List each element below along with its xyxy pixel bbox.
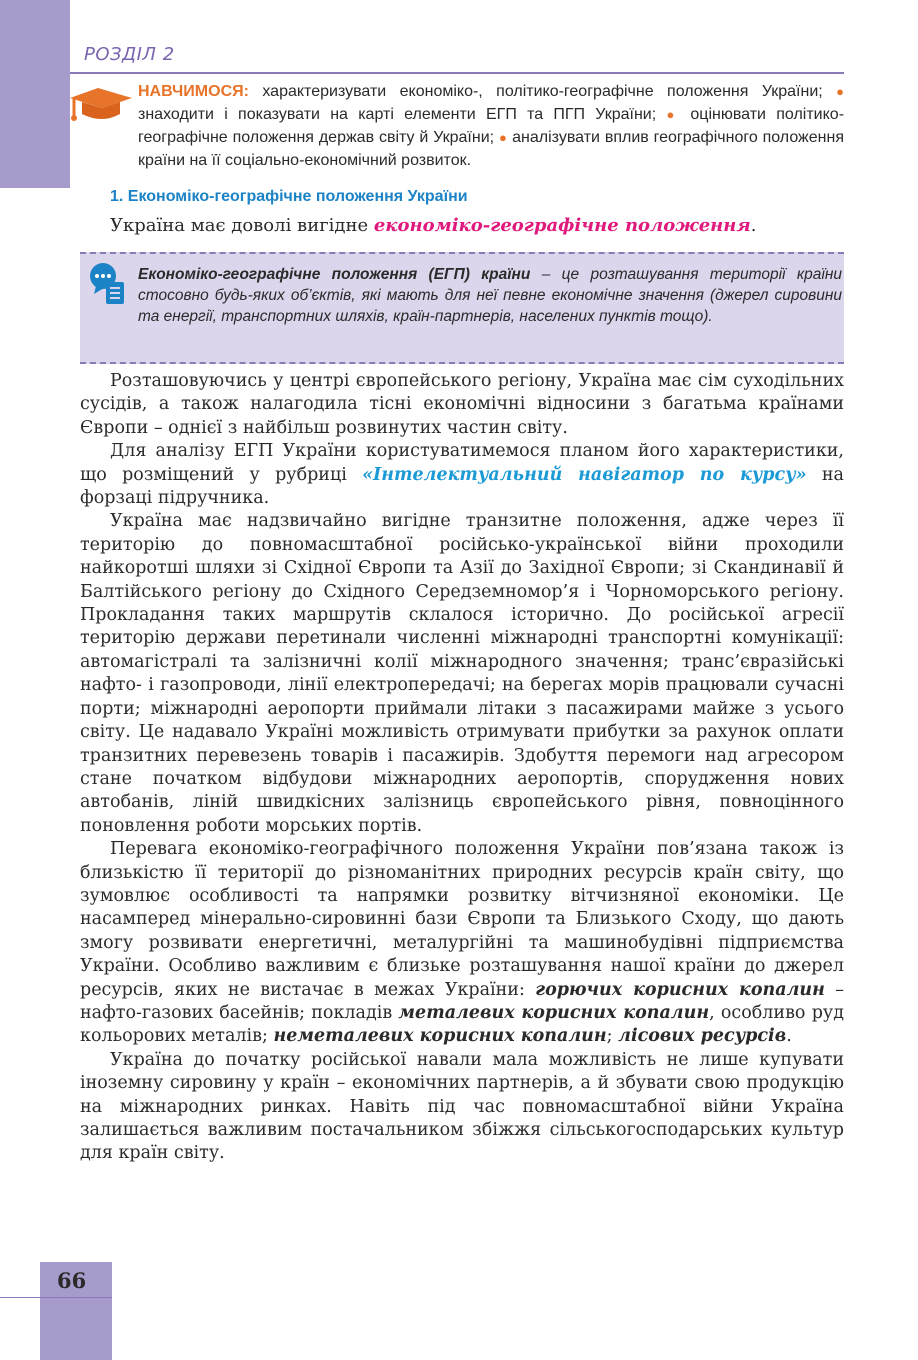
goal-item: характеризувати економіко-, політико-географічне положення України; xyxy=(262,83,823,100)
intro-text-end: . xyxy=(750,215,757,236)
header-rule xyxy=(70,72,844,74)
paragraph-text: – нафто-газових басейнів; покладів xyxy=(80,979,844,1023)
goals-lead: НАВЧИМОСЯ: xyxy=(138,83,249,100)
paragraph-text: Для аналізу ЕГП України користуватимемося планом його характеристики, що розміщений у рубриці xyxy=(80,441,844,485)
goal-item: оцінювати політико-географічне положення держав світу й України; xyxy=(138,106,845,146)
paragraph: Україна має надзвичайно вигідне транзитне положення, адже через її територію до повномасштабної російсько-української війни проходили найкоротші шляхи зі Східної Європи та Азії до Західної Європи; зі Скандинавії й Балтійського регіону до Східного Середземномор’я і Чорноморського регіону. Прокладання таких маршрутів склалося історично. До російської агресії територію держави перетинали численні міжнародні транспортні комунікації: автомагістралі та залізничні колії міжнародного значення; транс’євразійські нафто- і газопроводи, лінії електропередачі; на берегах морів працювали сучасні порти; міжнародні аеропорти приймали літаки з пасажирами майже з усього світу. Це надавало Україні можливість отримувати прибутки за рахунок оплати транзитних перевезень товарів і пасажирів. Здобуття перемоги над агресором стане початком відбудови міжнародних аеропортів, спорудження нових автобанів, ліній швидкісних залізниць європейського рівня, повноцінного поновлення роботи морських портів. xyxy=(80,511,844,836)
graduation-cap-icon xyxy=(68,84,134,124)
page-number: 66 xyxy=(57,1268,87,1293)
key-term: горючих корисних копалин xyxy=(535,979,825,1000)
paragraph-text: на форзаці підручника. xyxy=(80,464,844,509)
paragraph-text: . xyxy=(786,1026,792,1047)
key-term: металевих корисних копалин xyxy=(398,1002,710,1023)
intro-text: Україна має доволі вигідне xyxy=(110,215,374,236)
main-text xyxy=(80,370,844,1166)
key-term: лісових ресурсів xyxy=(618,1026,787,1047)
goal-item: аналізувати вплив географічного положення країни на її соціально-економічний розвиток. xyxy=(138,129,844,169)
paragraph-text: Перевага економіко-географічного положення України пов’язана також із близькістю її території до різноманітних природних ресурсів країн світу, що зумовлює особливості та напрямки розвитку вітчизняної економіки. Це насамперед мінерально-сировинні бази Європи та Близького Сходу, що дають змогу розвивати енергетичні, металургійні та машинобудівні підприємства України. Особливо важливим є близьке розташування нашої країни до джерел ресурсів, яких не вистачає в межах України: xyxy=(80,839,844,1000)
section-label: РОЗДІЛ 2 xyxy=(84,44,175,65)
paragraph-text: , особливо руд кольорових металів; xyxy=(80,1002,844,1047)
key-term: економіко-географічне положення xyxy=(373,215,751,236)
definition-body: – це розташування території країни стосовно будь-яких об’єктів, які мають для неї певне економічне значення (джерел сировини та енергії, транспортних шляхів, країн-партнерів, населених пунктів тощо). xyxy=(138,266,842,325)
paragraph xyxy=(80,838,844,1049)
paragraph: Україна до початку російської навали мала можливість не лише купувати іноземну сировину у країн – економічних партнерів, а й збувати свою продукцію на міжнародних ринках. Навіть під час повномасштабної війни Україна залишається важливим постачальником збіжжя сільськогосподарських культур для країн світу. xyxy=(80,1049,844,1164)
intro-sentence xyxy=(110,214,844,238)
navigator-reference: «Інтелектуальний навігатор по курсу» xyxy=(362,464,807,485)
goal-item: знаходити і показувати на карті елементи ЕГП та ПГП України; xyxy=(138,106,657,123)
footer-rule xyxy=(0,1297,112,1298)
bullet-dot-icon: ● xyxy=(498,130,508,145)
page-sidebar-band-top xyxy=(0,0,70,188)
bullet-dot-icon: ● xyxy=(666,107,681,122)
definition-text xyxy=(138,264,842,327)
paragraph-text: ; xyxy=(606,1026,619,1047)
speech-bubble-icon xyxy=(88,262,128,306)
paragraph: Розташовуючись у центрі європейського регіону, Україна має сім суходільних сусідів, а також налагодила тісні економічні відносини з багатьма країнами Європи – однієї з найбільш розвинутих частин світу. xyxy=(80,371,844,438)
definition-term: Економіко-географічне положення (ЕГП) країни xyxy=(138,266,531,283)
paragraph xyxy=(80,440,844,510)
section-heading: 1. Економіко-географічне положення України xyxy=(110,188,468,205)
key-term: неметалевих корисних копалин xyxy=(273,1026,607,1047)
bullet-dot-icon: ● xyxy=(836,84,844,99)
learning-goals xyxy=(138,80,844,172)
